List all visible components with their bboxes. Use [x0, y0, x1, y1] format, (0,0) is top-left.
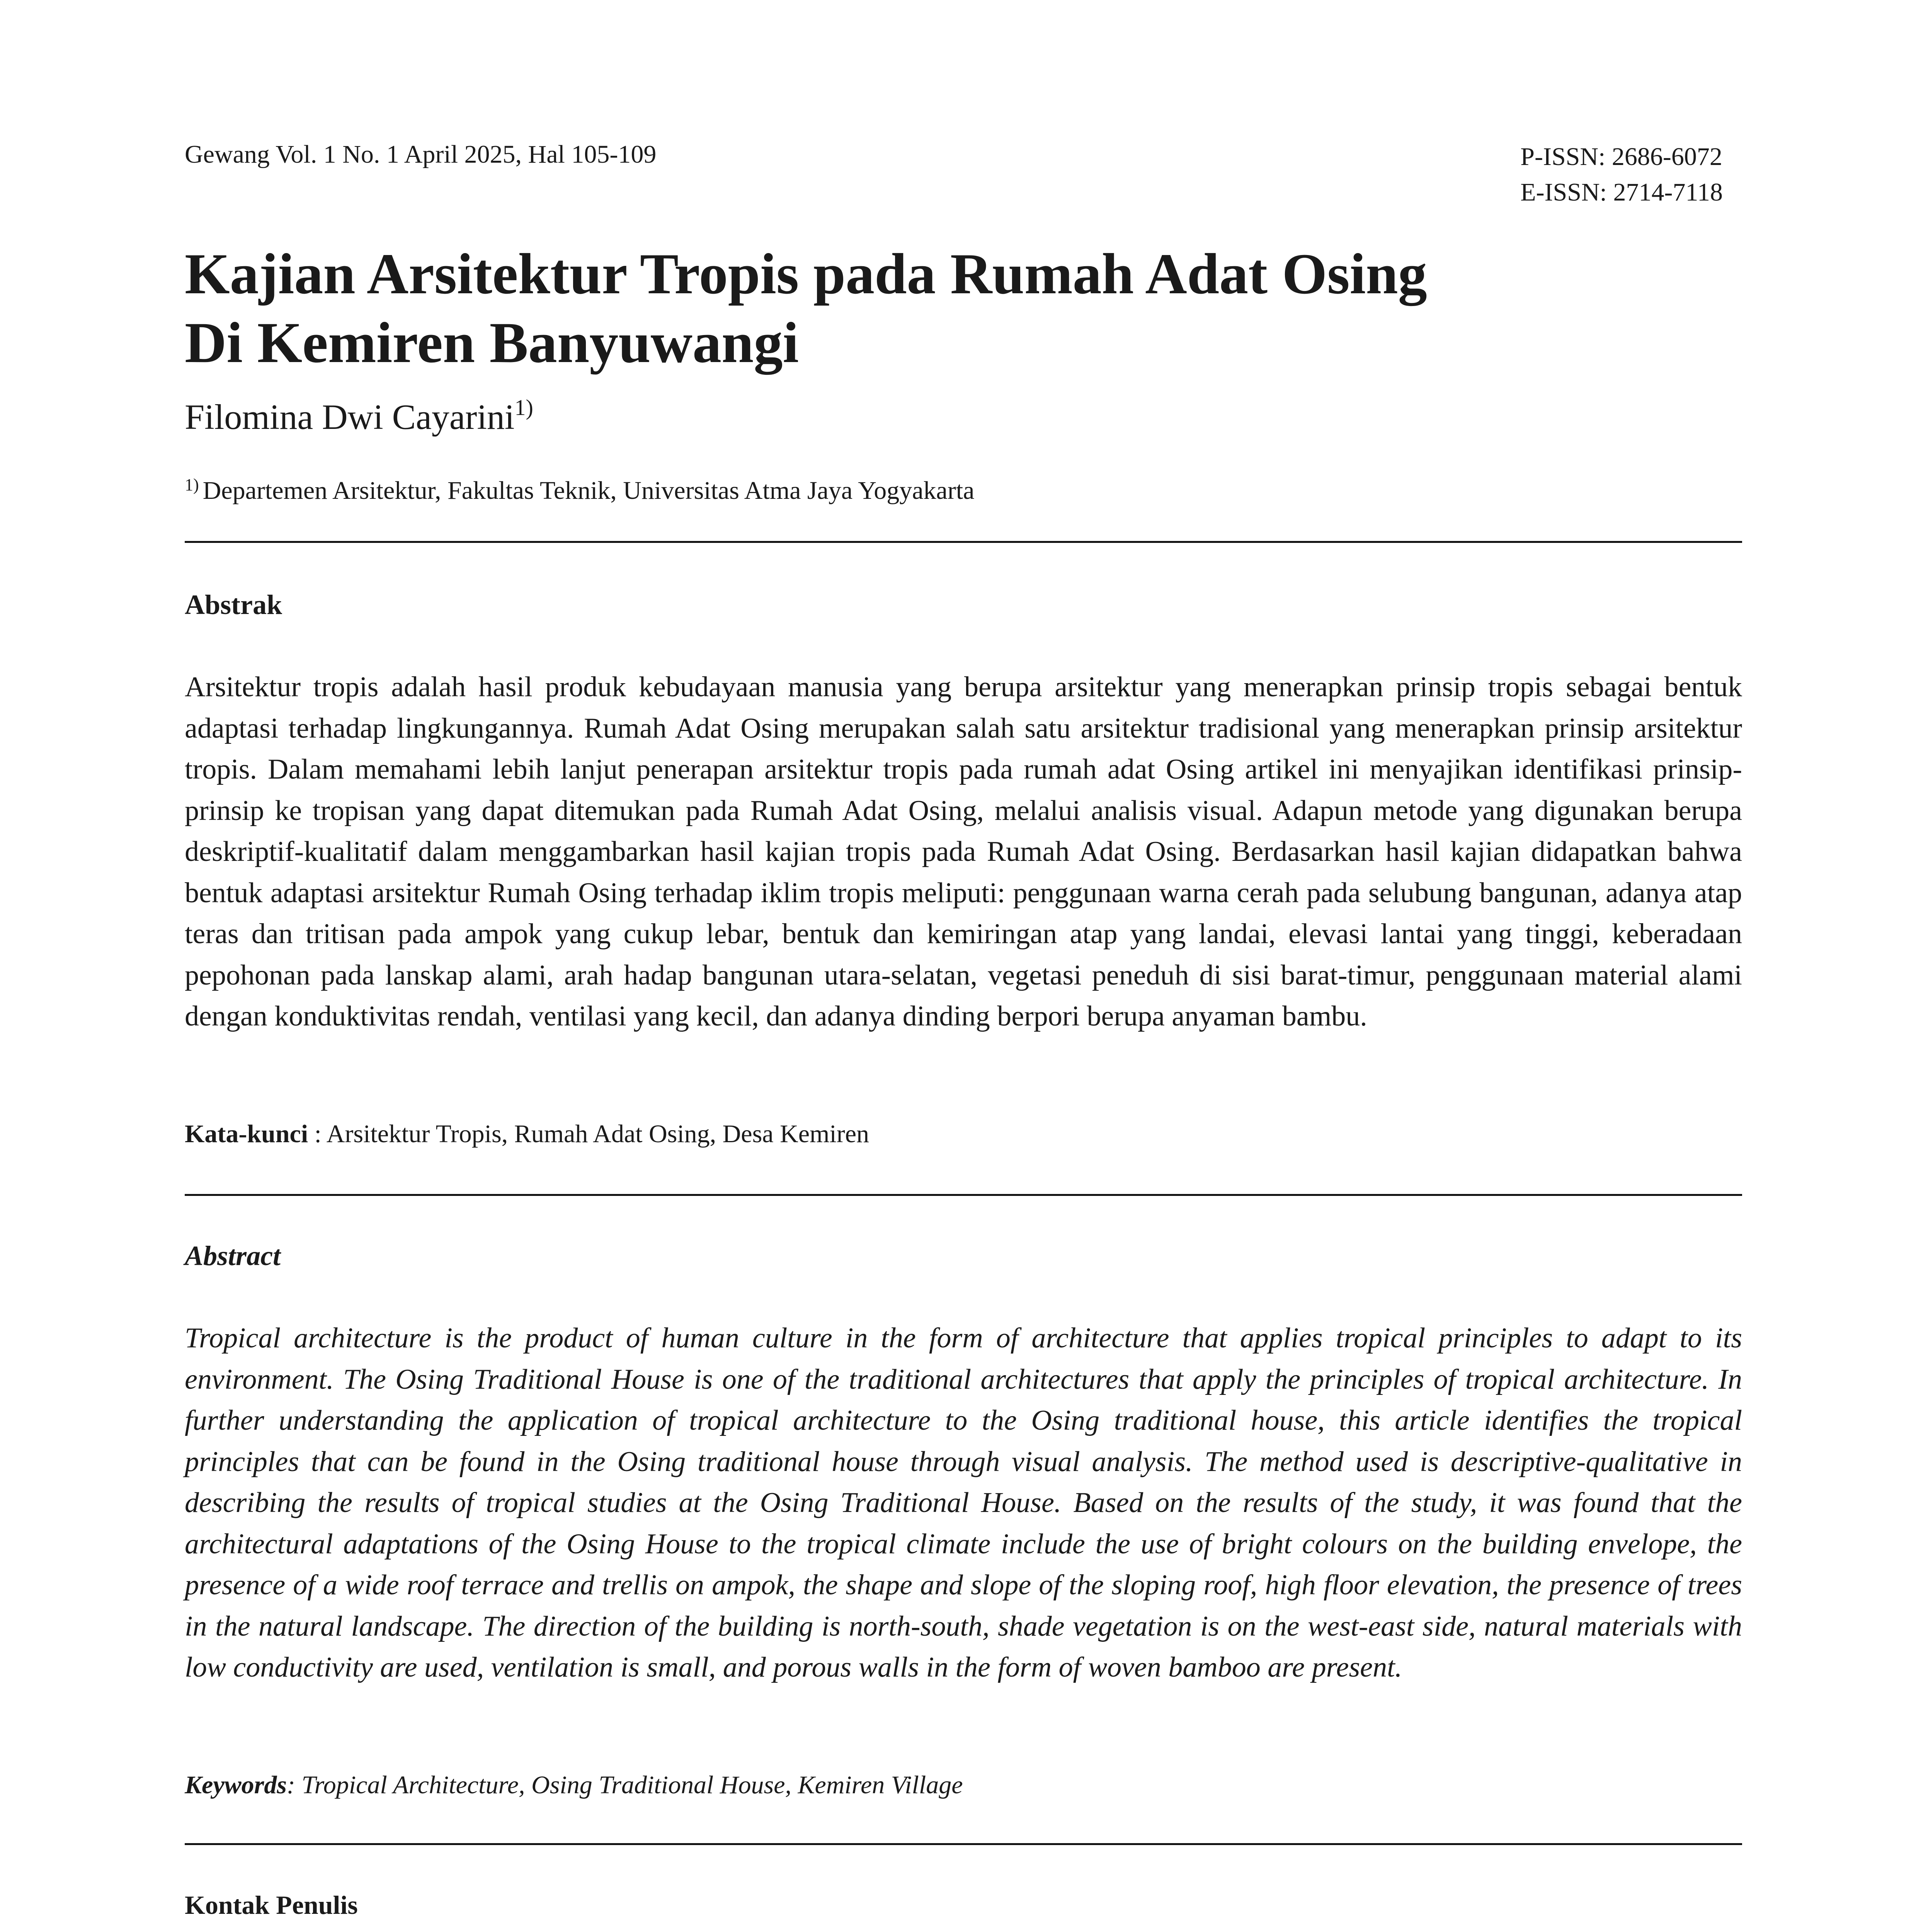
divider	[185, 1194, 1742, 1196]
kata-kunci-label: Kata-kunci	[185, 1120, 308, 1148]
keywords	[185, 1768, 963, 1803]
affiliation-sup: 1)	[185, 475, 199, 494]
abstrak-heading: Abstrak	[185, 589, 282, 620]
kata-kunci-text: : Arsitektur Tropis, Rumah Adat Osing, Desa Kemiren	[308, 1120, 869, 1148]
journal-header: Gewang Vol. 1 No. 1 April 2025, Hal 105-109	[185, 140, 657, 168]
abstrak-body: Arsitektur tropis adalah hasil produk kebudayaan manusia yang berupa arsitektur yang menerapkan prinsip tropis sebagai bentuk adaptasi terhadap lingkungannya. Rumah Adat Osing merupakan salah satu arsitektur tradisional yang menerapkan prinsip arsitektur tropis. Dalam memahami lebih lanjut penerapan arsitektur tropis pada rumah adat Osing artikel ini menyajikan identifikasi prinsip-prinsip ke tropisan yang dapat ditemukan pada Rumah Adat Osing, melalui analisis visual. Adapun metode yang digunakan berupa deskriptif-kualitatif dalam menggambarkan hasil kajian tropis pada Rumah Adat Osing. Berdasarkan hasil kajian didapatkan bahwa bentuk adaptasi arsitektur Rumah Osing terhadap iklim tropis meliputi: penggunaan warna cerah pada selubung bangunan, adanya atap teras dan tritisan pada ampok yang cukup lebar, bentuk dan kemiringan atap yang landai, elevasi lantai yang tinggi, keberadaan pepohonan pada lanskap alami, arah hadap bangunan utara-selatan, vegetasi peneduh di sisi barat-timur, penggunaan material alami dengan konduktivitas rendah, ventilasi yang kecil, dan adanya dinding berpori berupa anyaman bambu.	[185, 671, 1742, 1032]
divider	[185, 541, 1742, 543]
eissn: E-ISSN: 2714-7118	[1520, 178, 1723, 206]
kata-kunci	[185, 1117, 869, 1151]
abstract-heading: Abstract	[185, 1240, 281, 1271]
paper-title	[185, 240, 1576, 377]
affiliation	[185, 469, 974, 506]
author-name: Filomina Dwi Cayarini	[185, 397, 515, 437]
abstract-body: Tropical architecture is the product of human culture in the form of architecture that applies tropical principles to adapt to its environment. The Osing Traditional House is one of the traditional architectures that apply the principles of tropical architecture. In further understanding the application of tropical architecture to the Osing traditional house, this article identifies the tropical principles that can be found in the Osing traditional house through visual analysis. The method used is descriptive-qualitative in describing the results of tropical studies at the Osing Traditional House. Based on the results of the study, it was found that the architectural adaptations of the Osing House to the tropical climate include the use of bright colours on the building envelope, the presence of a wide roof terrace and trellis on ampok, the shape and slope of the sloping roof, high floor elevation, the presence of trees in the natural landscape. The direction of the building is north-south, shade vegetation is on the west-east side, natural materials with low conductivity are used, ventilation is small, and porous walls in the form of woven bamboo are present.	[185, 1322, 1742, 1683]
title-line-2: Di Kemiren Banyuwangi	[185, 311, 799, 375]
author-sup: 1)	[514, 395, 533, 420]
affiliation-text: Departemen Arsitektur, Fakultas Teknik, Universitas Atma Jaya Yogyakarta	[202, 476, 975, 505]
divider	[185, 1843, 1742, 1845]
author-line	[185, 386, 533, 438]
issn-block	[1520, 139, 1723, 210]
contact-heading: Kontak Penulis	[185, 1890, 358, 1920]
title-line-1: Kajian Arsitektur Tropis pada Rumah Adat Osing	[185, 242, 1427, 306]
keywords-text: : Tropical Architecture, Osing Traditional House, Kemiren Village	[287, 1771, 963, 1799]
keywords-label: Keywords	[185, 1771, 287, 1799]
pissn: P-ISSN: 2686-6072	[1520, 143, 1722, 171]
